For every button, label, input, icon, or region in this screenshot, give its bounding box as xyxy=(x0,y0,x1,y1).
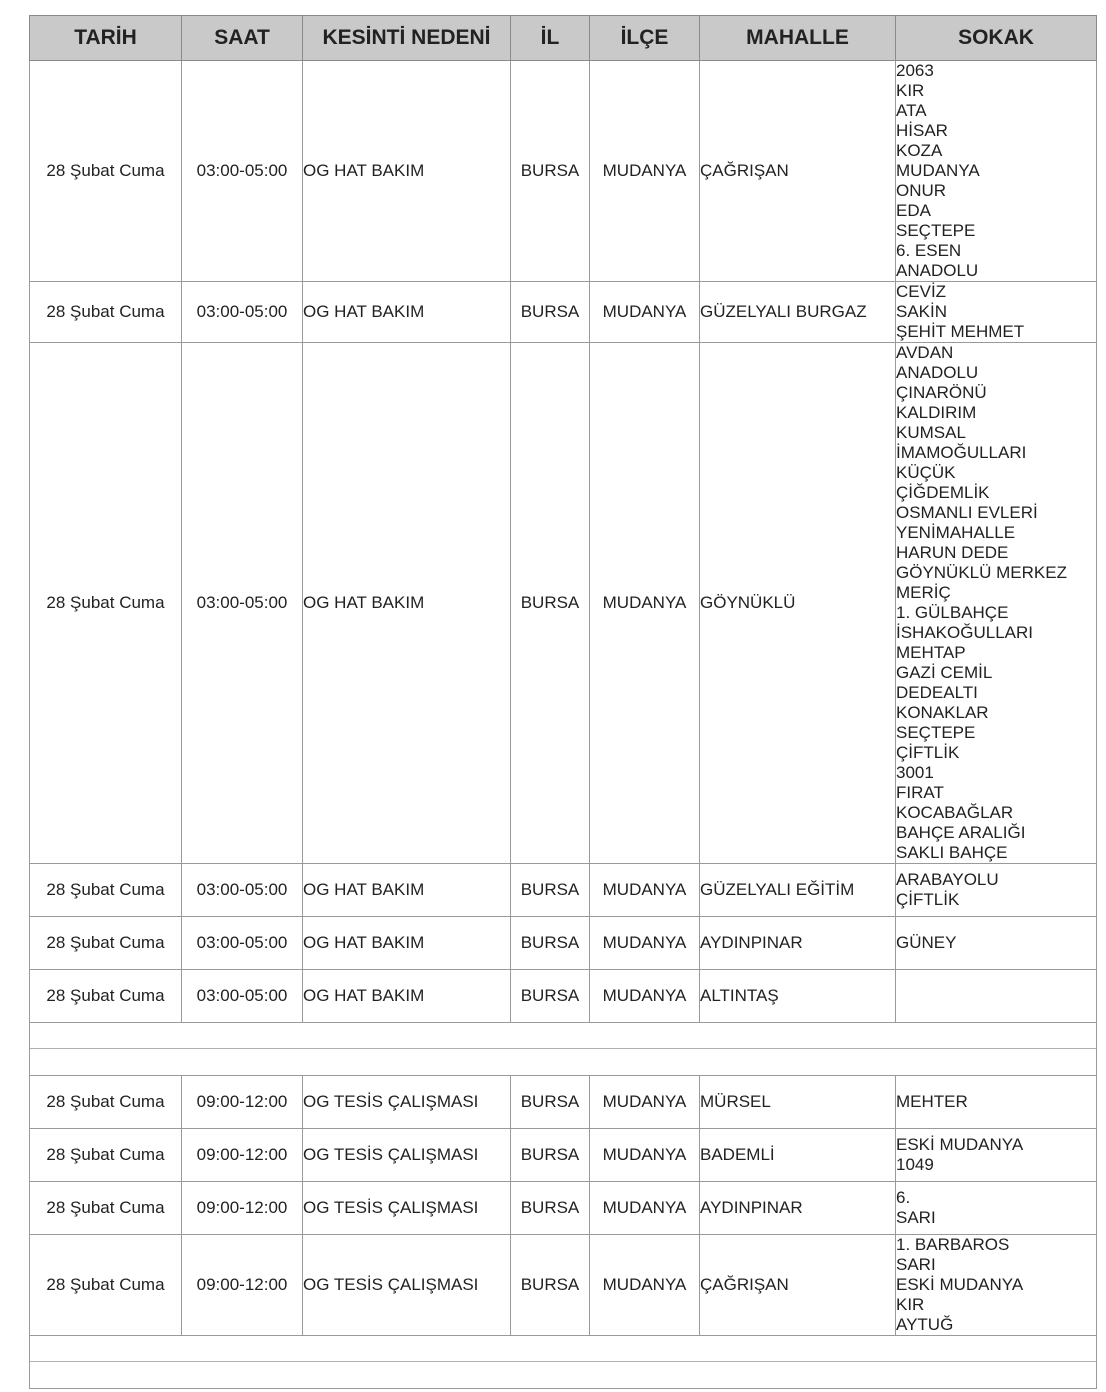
reason-cell: OG HAT BAKIM xyxy=(303,282,511,343)
sokak-cell xyxy=(896,61,1097,282)
ilce-cell: MUDANYA xyxy=(590,917,700,970)
sokak-item: GÜNEY xyxy=(896,933,957,952)
table-row xyxy=(30,343,1097,864)
sokak-item: SAKİN xyxy=(896,302,948,321)
header-sokak: SOKAK xyxy=(896,16,1097,61)
spacer-divider xyxy=(30,1361,1096,1362)
spacer-cell xyxy=(30,1336,1097,1389)
sokak-item: SEÇTEPE xyxy=(896,723,976,742)
sokak-item: ÇİFTLİK xyxy=(896,743,960,762)
table-row xyxy=(30,1129,1097,1182)
date-cell: 28 Şubat Cuma xyxy=(30,970,182,1023)
sokak-item: SAKLI BAHÇE xyxy=(896,843,1008,862)
mahalle-cell: ÇAĞRIŞAN xyxy=(700,1235,896,1336)
sokak-item: 1. GÜLBAHÇE xyxy=(896,603,1009,622)
ilce-cell: MUDANYA xyxy=(590,1235,700,1336)
il-cell: BURSA xyxy=(511,1129,590,1182)
il-cell: BURSA xyxy=(511,282,590,343)
time-cell: 03:00-05:00 xyxy=(182,917,303,970)
mahalle-cell: MÜRSEL xyxy=(700,1076,896,1129)
sokak-item: KÜÇÜK xyxy=(896,463,956,482)
ilce-cell: MUDANYA xyxy=(590,282,700,343)
sokak-item: KIR xyxy=(896,81,925,100)
sokak-item: ÇİFTLİK xyxy=(896,890,960,909)
sokak-item: BAHÇE ARALIĞI xyxy=(896,823,1026,842)
time-cell: 03:00-05:00 xyxy=(182,864,303,917)
sokak-item: ESKİ MUDANYA xyxy=(896,1135,1024,1154)
ilce-cell: MUDANYA xyxy=(590,1076,700,1129)
date-cell: 28 Şubat Cuma xyxy=(30,1076,182,1129)
mahalle-cell: GÜZELYALI EĞİTİM xyxy=(700,864,896,917)
ilce-cell: MUDANYA xyxy=(590,1182,700,1235)
sokak-item: ÇINARÖNÜ xyxy=(896,383,987,402)
sokak-item: 2063 xyxy=(896,61,934,80)
il-cell: BURSA xyxy=(511,343,590,864)
table-row xyxy=(30,917,1097,970)
sokak-cell xyxy=(896,1076,1097,1129)
time-cell: 03:00-05:00 xyxy=(182,343,303,864)
sokak-cell xyxy=(896,970,1097,1023)
reason-cell: OG HAT BAKIM xyxy=(303,970,511,1023)
sokak-item: KOZA xyxy=(896,141,943,160)
sokak-item: MEHTER xyxy=(896,1092,968,1111)
time-cell: 03:00-05:00 xyxy=(182,282,303,343)
table-body xyxy=(30,61,1097,1389)
spacer-row xyxy=(30,1023,1097,1076)
reason-cell: OG TESİS ÇALIŞMASI xyxy=(303,1076,511,1129)
ilce-cell: MUDANYA xyxy=(590,61,700,282)
sokak-item: GÖYNÜKLÜ MERKEZ xyxy=(896,563,1067,582)
mahalle-cell: BADEMLİ xyxy=(700,1129,896,1182)
reason-cell: OG HAT BAKIM xyxy=(303,917,511,970)
sokak-item: SARI xyxy=(896,1255,936,1274)
sokak-item: ANADOLU xyxy=(896,261,979,280)
sokak-item: EDA xyxy=(896,201,931,220)
sokak-item: ATA xyxy=(896,101,927,120)
time-cell: 03:00-05:00 xyxy=(182,61,303,282)
sokak-item: ESKİ MUDANYA xyxy=(896,1275,1024,1294)
mahalle-cell: ÇAĞRIŞAN xyxy=(700,61,896,282)
il-cell: BURSA xyxy=(511,1076,590,1129)
sokak-item: KOCABAĞLAR xyxy=(896,803,1014,822)
header-il: İL xyxy=(511,16,590,61)
sokak-item: HARUN DEDE xyxy=(896,543,1009,562)
sokak-item: AVDAN xyxy=(896,343,954,362)
reason-cell: OG HAT BAKIM xyxy=(303,864,511,917)
table-row xyxy=(30,1076,1097,1129)
time-cell: 09:00-12:00 xyxy=(182,1129,303,1182)
sokak-item: KALDIRIM xyxy=(896,403,977,422)
mahalle-cell: AYDINPINAR xyxy=(700,1182,896,1235)
sokak-item: İSHAKOĞULLARI xyxy=(896,623,1033,642)
spacer-cell xyxy=(30,1023,1097,1076)
time-cell: 09:00-12:00 xyxy=(182,1076,303,1129)
reason-cell: OG TESİS ÇALIŞMASI xyxy=(303,1235,511,1336)
header-row xyxy=(30,16,1097,61)
sokak-item: KUMSAL xyxy=(896,423,966,442)
sokak-cell xyxy=(896,343,1097,864)
time-cell: 09:00-12:00 xyxy=(182,1182,303,1235)
reason-cell: OG TESİS ÇALIŞMASI xyxy=(303,1182,511,1235)
sokak-cell xyxy=(896,864,1097,917)
sokak-item: HİSAR xyxy=(896,121,948,140)
table-row xyxy=(30,970,1097,1023)
sokak-cell xyxy=(896,1129,1097,1182)
time-cell: 09:00-12:00 xyxy=(182,1235,303,1336)
il-cell: BURSA xyxy=(511,970,590,1023)
ilce-cell: MUDANYA xyxy=(590,343,700,864)
sokak-item: 3001 xyxy=(896,763,934,782)
sokak-cell xyxy=(896,917,1097,970)
sokak-item: DEDEALTI xyxy=(896,683,978,702)
table-row xyxy=(30,282,1097,343)
sokak-item: FIRAT xyxy=(896,783,944,802)
date-cell: 28 Şubat Cuma xyxy=(30,864,182,917)
header-kesinti-nedeni: KESİNTİ NEDENİ xyxy=(303,16,511,61)
time-cell: 03:00-05:00 xyxy=(182,970,303,1023)
sokak-item: SARI xyxy=(896,1208,936,1227)
sokak-cell xyxy=(896,282,1097,343)
date-cell: 28 Şubat Cuma xyxy=(30,282,182,343)
reason-cell: OG TESİS ÇALIŞMASI xyxy=(303,1129,511,1182)
sokak-cell xyxy=(896,1235,1097,1336)
sokak-item: ARABAYOLU xyxy=(896,870,999,889)
header-saat: SAAT xyxy=(182,16,303,61)
il-cell: BURSA xyxy=(511,61,590,282)
sokak-item: GAZİ CEMİL xyxy=(896,663,993,682)
date-cell: 28 Şubat Cuma xyxy=(30,1182,182,1235)
header-mahalle: MAHALLE xyxy=(700,16,896,61)
sokak-item: ŞEHİT MEHMET xyxy=(896,322,1025,341)
reason-cell: OG HAT BAKIM xyxy=(303,343,511,864)
sokak-item: 6. ESEN xyxy=(896,241,962,260)
table-row xyxy=(30,1235,1097,1336)
sokak-item: KIR xyxy=(896,1295,925,1314)
il-cell: BURSA xyxy=(511,864,590,917)
sokak-item: 1049 xyxy=(896,1155,934,1174)
sokak-item: OSMANLI EVLERİ xyxy=(896,503,1038,522)
spacer-row xyxy=(30,1336,1097,1389)
ilce-cell: MUDANYA xyxy=(590,1129,700,1182)
mahalle-cell: ALTINTAŞ xyxy=(700,970,896,1023)
date-cell: 28 Şubat Cuma xyxy=(30,917,182,970)
ilce-cell: MUDANYA xyxy=(590,970,700,1023)
sokak-item: 1. BARBAROS xyxy=(896,1235,1010,1254)
il-cell: BURSA xyxy=(511,1235,590,1336)
sokak-item: YENİMAHALLE xyxy=(896,523,1016,542)
date-cell: 28 Şubat Cuma xyxy=(30,1235,182,1336)
date-cell: 28 Şubat Cuma xyxy=(30,61,182,282)
date-cell: 28 Şubat Cuma xyxy=(30,343,182,864)
sokak-item: ONUR xyxy=(896,181,947,200)
sokak-item: MEHTAP xyxy=(896,643,966,662)
table-row xyxy=(30,864,1097,917)
sokak-item: AYTUĞ xyxy=(896,1315,954,1334)
header-tarih: TARİH xyxy=(30,16,182,61)
sokak-item: SEÇTEPE xyxy=(896,221,976,240)
il-cell: BURSA xyxy=(511,917,590,970)
date-cell: 28 Şubat Cuma xyxy=(30,1129,182,1182)
sokak-item: CEVİZ xyxy=(896,282,947,301)
sokak-cell xyxy=(896,1182,1097,1235)
sokak-item: İMAMOĞULLARI xyxy=(896,443,1027,462)
sokak-item: MERİÇ xyxy=(896,583,951,602)
sokak-item: ANADOLU xyxy=(896,363,979,382)
sokak-item: MUDANYA xyxy=(896,161,980,180)
sokak-item: ÇİĞDEMLİK xyxy=(896,483,990,502)
ilce-cell: MUDANYA xyxy=(590,864,700,917)
reason-cell: OG HAT BAKIM xyxy=(303,61,511,282)
mahalle-cell: GÖYNÜKLÜ xyxy=(700,343,896,864)
sokak-item: KONAKLAR xyxy=(896,703,989,722)
outage-table xyxy=(29,15,1097,1389)
table-row xyxy=(30,1182,1097,1235)
sokak-item: 6. xyxy=(896,1188,911,1207)
mahalle-cell: AYDINPINAR xyxy=(700,917,896,970)
header-ilce: İLÇE xyxy=(590,16,700,61)
il-cell: BURSA xyxy=(511,1182,590,1235)
mahalle-cell: GÜZELYALI BURGAZ xyxy=(700,282,896,343)
spacer-divider xyxy=(30,1048,1096,1049)
table-row xyxy=(30,61,1097,282)
